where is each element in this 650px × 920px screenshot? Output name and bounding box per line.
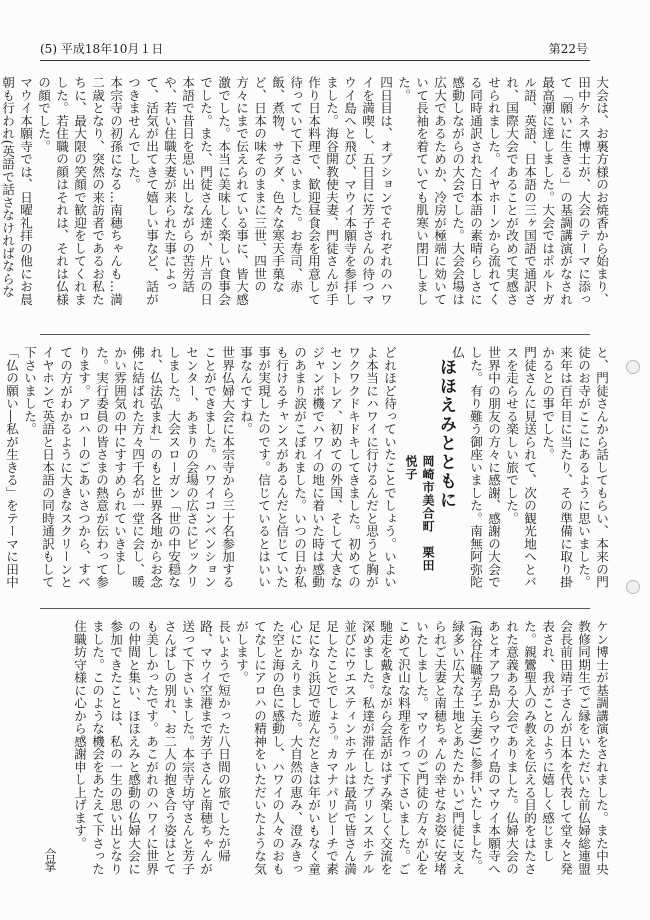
paragraph: 大会は、お裏方様のお焼香から始まり、田中ケネス博士が、大会のテーマに添って「願いに生きる」の基調講演がなされ最高潮に達しました。大会ではポルトガル語、英語、日本語の三ヶ国語で通訳され、国際大会であることが改めて実感させられました。イヤホーンから流れてくる同時通訳された日本語の素晴らしさに感動しながらの大会でした。大会会場は広大であるためか、冷房が極端に効いていて長袖を着ていても肌寒い閉口しました。 — [396, 76, 609, 306]
paragraph: どれほど待っていたことでしょう。いよいよ本当にハワイに行けるんだと思うと胸がワクワクドキドキしてきました。初めてのセントレア、初めての外国、そして大きなジャンボ機でハワイの地に着いた時は感動のあまり涙がこぼれました。いつの日か私も行けるチャンスがあるんだと信じていた事が実現したのです。信じているとはいい事なんですね。 — [238, 346, 397, 589]
page-header — [0, 0, 650, 70]
paragraph: 長いようで短かった八日間の旅でしたが帰路、マウイ空港まで芳子さんと南穂ちゃんが送って下さいました。本宗寺坊守さんと芳子さんばしの別れ、お二人の抱き合う姿はとても美しかったです。あこがれのハワイに世界の仲間と集い、ほほえみと感動の仏婦大会に参加できたことは、私の一生の思い出となりました。このような機会をあたえて下さった住職坊守様に心から感謝申し上げます。 — [72, 620, 231, 875]
paragraph: 「仏の願い―私が生きる」をテーマに田中 — [4, 346, 19, 589]
paragraph: 本宗寺の初孫になる…南穂ちゃんも…満二歳となり、突然の来訪者であるお私たちに、最大限の笑顔で歓迎をしてくれました。若住職の顔はそれは、それは仏様の顔でした。 — [36, 76, 123, 306]
bottom-article-body — [62, 620, 610, 880]
binder-hole — [626, 360, 640, 374]
article-author: 岡崎市美合町 栗田 悦子 — [404, 455, 435, 585]
signoff-gassho: 合掌 — [43, 848, 57, 872]
middle-article-body — [4, 346, 398, 596]
paragraph: 世界仏婦大会に本宗寺から三十名参加することができました。ハワイコンベンションセンター、あまりの会場の広さにビックリしました。大会スローガン「世の中安穏なれ、仏法弘まれ」のもと世界各地からお念佛に結ばれた方々四千名が一堂に会し、暖かい雰囲気の中にすすめられていきました。実行委員の皆さまの熱意が伝わって参ります。アロハーのごあいさつから、すべての方がわかるように大きなスクリーンとイヤホンで英語と日本語の同時通訳もして下さいました。 — [22, 346, 235, 589]
section-divider — [40, 334, 590, 335]
header-rule — [40, 60, 590, 61]
paragraph: と、門徒さんから話してもらい、本来の門徒のお寺がここにあるように思いました。来年は百年目に当たり、その準備に取り掛かるとの事でした。 — [540, 346, 609, 589]
paragraph: マウイ本願寺では、日曜礼拝の他にお晨朝も行われ(英語で話さなければならな — [0, 76, 33, 306]
middle-continued-text — [450, 346, 610, 596]
paragraph: 門徒さんに見送られて、次の観光地へとバスを走らせる楽しい旅でした。 — [504, 346, 537, 589]
binder-hole — [626, 580, 640, 594]
article-title: ほほえみとともに — [436, 358, 456, 510]
section-divider — [40, 608, 590, 609]
paragraph: 四日目は、オプションでそれぞれのハワイを満喫し、五日目に芳子さんの待つマウイ島へと飛び、マウイ本願寺を参拝しました。海谷開教使夫妻、門徒さんが手作り日本料理で、歓迎昼食会を用意して待っていて下さいました。お寿司、赤飯、煮物、サラダ、色々な寒天手菓など、日本の味そのままに三世、四世の方々にまで伝えられている事に、皆大感激でした。本当に美味しく楽しい食事会でした。また、門徒さん達が、片言の日本語で昔日を思い出しながらの苦労話や、若い住職夫妻が来られた事によって、活気が出てきて嬉しい事など、話がつきませんでした。 — [126, 76, 393, 306]
paragraph: 緑多い広大な土地とあたたかいご門徒に支えられご夫妻と南穂ちゃんの幸せなお姿に安堵いたしました。マウイのご門徒の方々が心をこめて沢山な料理を作って下さいました。ご馳走を戴きながら会話がはずみ楽しく交流を深めました。私達が滞在したプリンスホテル並びにウエスティンホテルは最高で皆さん満足したことでしょう。カマナパリビーチで素足になり浜辺で遊んだときは年がいもなく童心にかえりました。大自然の恵み、澄みきった空と海の色に感動し、ハワイの人々のおもてなしにアロハの精神をいただいたような気がします。 — [234, 620, 465, 875]
issue-number: 第22号 — [548, 42, 588, 56]
top-article-body — [0, 76, 610, 318]
paragraph: 世界中の朋友の方々に感謝、感謝の大会でした。有り難う御座いました。南無阿弥陀仏 — [450, 346, 501, 589]
page-number-date: (5) 平成18年10月１日 — [40, 42, 164, 56]
paragraph: ケン博士が基調講演をされました。また中央教修同期生でご縁をいただいた前仏婦総連盟会長前田靖子さんが日本を代表して堂々と発表され、我がことのように嬉しく感じました。親鸞聖人のみ教えを伝える目的をはたされた意義ある大会でありました。仏婦大会のあとオアフ島からマウイ島のマウイ本願寺へ(海谷住職芳子ご夫妻)に参拝いたしました。 — [468, 620, 609, 875]
